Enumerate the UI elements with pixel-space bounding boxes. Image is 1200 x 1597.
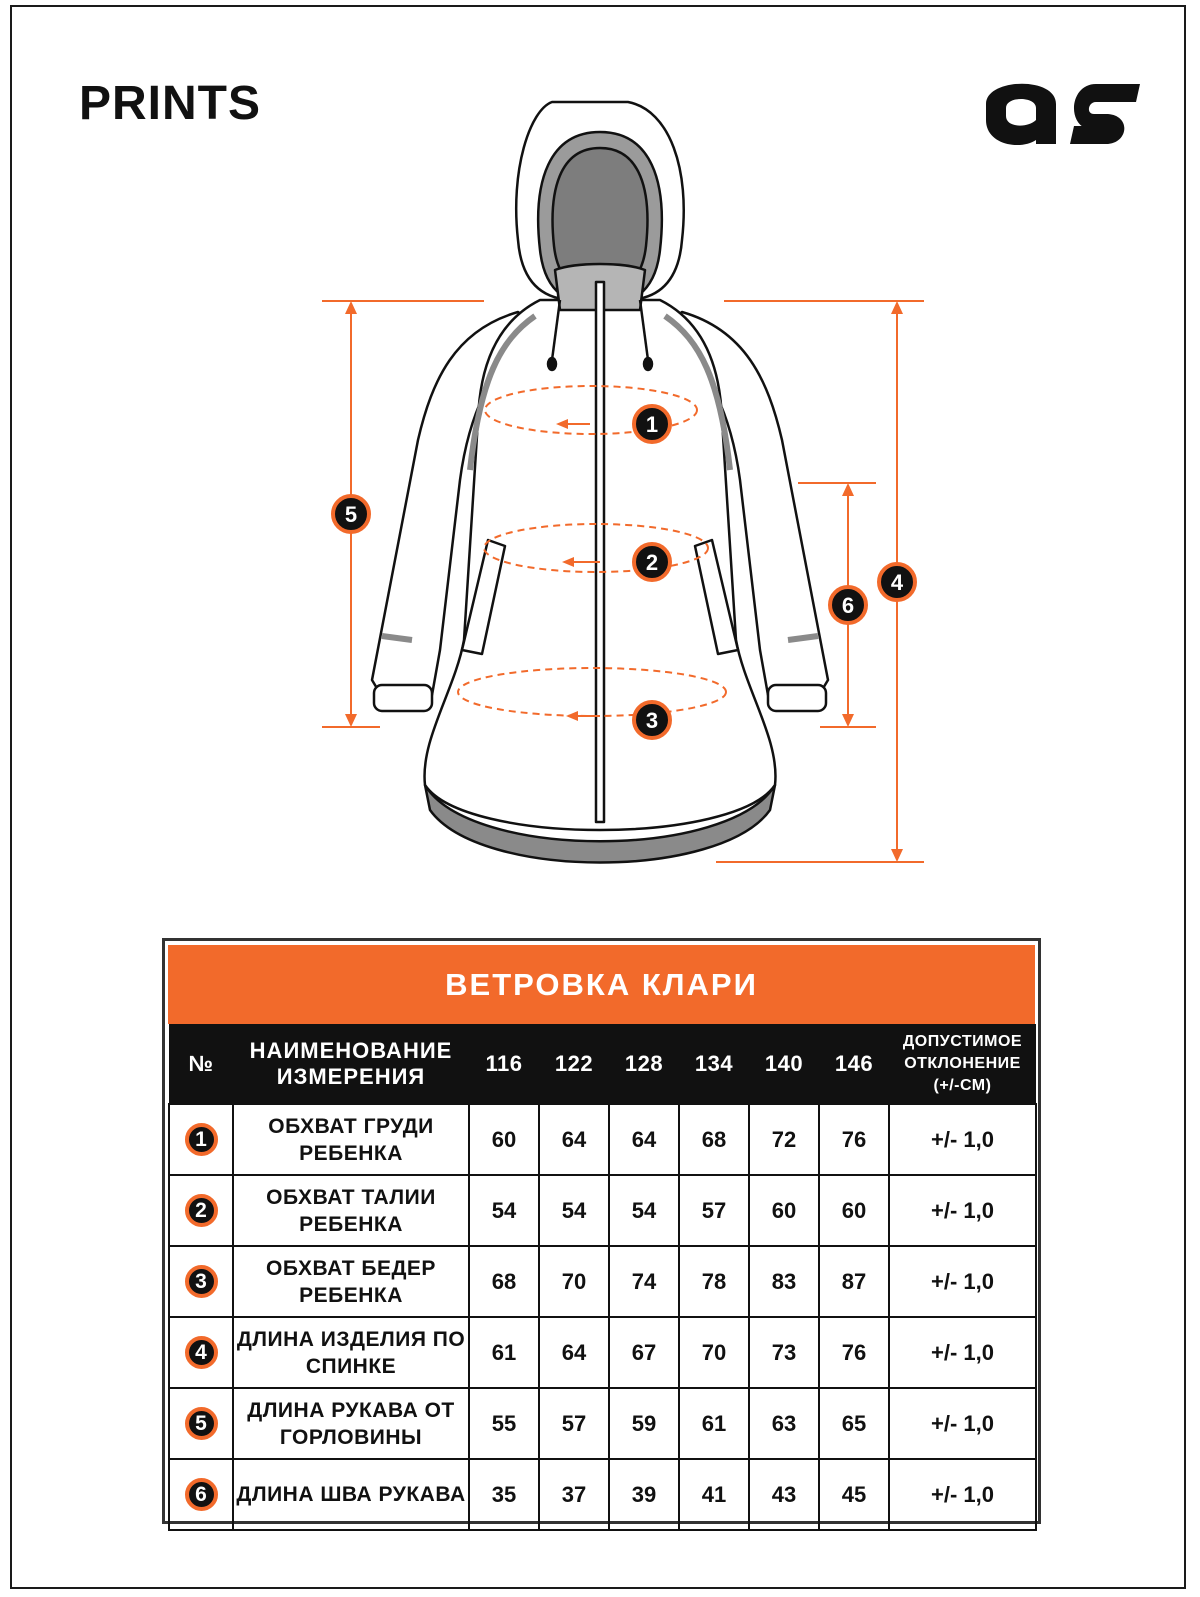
row-value: 64 (539, 1104, 609, 1175)
row-num-cell (169, 1175, 233, 1246)
row-num-cell (169, 1246, 233, 1317)
left-sleeve-strip (382, 636, 412, 640)
header-num: № (169, 1024, 233, 1104)
header-size: 140 (749, 1024, 819, 1104)
row-tolerance: +/- 1,0 (889, 1175, 1036, 1246)
table-row (169, 1104, 1036, 1175)
header-name-line1: НАИМЕНОВАНИЕ (249, 1037, 453, 1063)
jacket-drawing (372, 102, 828, 863)
row-name-line2: РЕБЕНКА (299, 1283, 403, 1307)
header-name (233, 1024, 469, 1104)
svg-text:4: 4 (890, 570, 904, 595)
row-value: 41 (679, 1459, 749, 1530)
header-name-line2: ИЗМЕРЕНИЯ (276, 1063, 426, 1089)
header-size: 146 (819, 1024, 889, 1104)
row-name (233, 1459, 469, 1530)
svg-text:3: 3 (645, 708, 659, 733)
row-value: 72 (749, 1104, 819, 1175)
header-tol-line1: ДОПУСТИМОЕ (902, 1032, 1023, 1050)
row-value: 74 (609, 1246, 679, 1317)
right-cuff (768, 685, 826, 711)
row-value: 61 (469, 1317, 539, 1388)
row-name (233, 1317, 469, 1388)
row-name-line2: РЕБЕНКА (299, 1141, 403, 1165)
table-header-row (169, 1024, 1036, 1104)
marker-1 (634, 406, 670, 442)
row-value: 59 (609, 1388, 679, 1459)
marker-2 (634, 544, 670, 580)
row-value: 39 (609, 1459, 679, 1530)
row-tolerance: +/- 1,0 (889, 1459, 1036, 1530)
row-name-line1: ОБХВАТ ГРУДИ (268, 1114, 434, 1138)
row-value: 54 (539, 1175, 609, 1246)
marker-6 (830, 587, 866, 623)
svg-text:5: 5 (344, 502, 358, 527)
row-name (233, 1104, 469, 1175)
left-cord-end (548, 358, 556, 370)
brand-title: PRINTS (79, 77, 262, 130)
row-name-line1: ДЛИНА ШВА РУКАВА (236, 1483, 466, 1506)
row-name-line1: ДЛИНА РУКАВА ОТ (247, 1398, 455, 1422)
header-size: 122 (539, 1024, 609, 1104)
header-size: 116 (469, 1024, 539, 1104)
row-num-cell (169, 1388, 233, 1459)
row-value: 76 (819, 1317, 889, 1388)
row-name-line1: ДЛИНА ИЗДЕЛИЯ ПО (236, 1327, 466, 1351)
size-table (168, 945, 1035, 1531)
zipper (596, 282, 604, 822)
row-value: 37 (539, 1459, 609, 1530)
row-value: 45 (819, 1459, 889, 1530)
row-value: 61 (679, 1388, 749, 1459)
row-value: 67 (609, 1317, 679, 1388)
header-size: 134 (679, 1024, 749, 1104)
row-tolerance: +/- 1,0 (889, 1388, 1036, 1459)
row-name (233, 1175, 469, 1246)
row-tolerance: +/- 1,0 (889, 1104, 1036, 1175)
table-row (169, 1317, 1036, 1388)
row-name (233, 1388, 469, 1459)
table-title: ВЕТРОВКА КЛАРИ (168, 945, 1035, 1024)
row-num-cell (169, 1459, 233, 1530)
row-name-line2: ГОРЛОВИНЫ (279, 1425, 423, 1449)
row-num-cell (169, 1317, 233, 1388)
row-value: 65 (819, 1388, 889, 1459)
row-value: 57 (539, 1388, 609, 1459)
row-value: 55 (469, 1388, 539, 1459)
row-value: 70 (539, 1246, 609, 1317)
row-value: 60 (749, 1175, 819, 1246)
marker-5 (333, 496, 369, 532)
row-value: 68 (679, 1104, 749, 1175)
header-tol-line3: (+/-СМ) (933, 1076, 992, 1094)
row-num-cell (169, 1104, 233, 1175)
header-size: 128 (609, 1024, 679, 1104)
row-name-line2: РЕБЕНКА (299, 1212, 403, 1236)
row-value: 60 (469, 1104, 539, 1175)
row-value: 54 (609, 1175, 679, 1246)
row-value: 87 (819, 1246, 889, 1317)
marker-4 (879, 564, 915, 600)
row-value: 68 (469, 1246, 539, 1317)
row-value: 76 (819, 1104, 889, 1175)
row-number-badge: 2 (185, 1194, 218, 1227)
row-number-badge: 1 (185, 1123, 218, 1156)
table-body (169, 1104, 1036, 1530)
row-number-badge: 6 (185, 1478, 218, 1511)
svg-text:2: 2 (645, 550, 659, 575)
row-value: 54 (469, 1175, 539, 1246)
table-row (169, 1388, 1036, 1459)
row-value: 43 (749, 1459, 819, 1530)
table-row (169, 1175, 1036, 1246)
row-name-line1: ОБХВАТ ТАЛИИ (266, 1185, 436, 1209)
row-value: 57 (679, 1175, 749, 1246)
table-row (169, 1246, 1036, 1317)
row-value: 78 (679, 1246, 749, 1317)
row-tolerance: +/- 1,0 (889, 1246, 1036, 1317)
marker-3 (634, 702, 670, 738)
header-tol-line2: ОТКЛОНЕНИЕ (904, 1054, 1021, 1072)
row-value: 35 (469, 1459, 539, 1530)
header-tolerance (889, 1024, 1036, 1104)
right-sleeve-strip (788, 636, 818, 640)
row-value: 70 (679, 1317, 749, 1388)
row-name-line2: СПИНКЕ (305, 1354, 397, 1378)
left-cuff (374, 685, 432, 711)
row-name (233, 1246, 469, 1317)
table-row (169, 1459, 1036, 1530)
row-value: 64 (539, 1317, 609, 1388)
row-name-line1: ОБХВАТ БЕДЕР (266, 1256, 436, 1280)
row-value: 73 (749, 1317, 819, 1388)
svg-text:1: 1 (645, 412, 659, 437)
row-value: 64 (609, 1104, 679, 1175)
row-number-badge: 4 (185, 1336, 218, 1369)
row-value: 60 (819, 1175, 889, 1246)
row-value: 63 (749, 1388, 819, 1459)
row-tolerance: +/- 1,0 (889, 1317, 1036, 1388)
right-cord-end (644, 358, 652, 370)
svg-text:6: 6 (841, 593, 855, 618)
row-value: 83 (749, 1246, 819, 1317)
row-number-badge: 3 (185, 1265, 218, 1298)
row-number-badge: 5 (185, 1407, 218, 1440)
